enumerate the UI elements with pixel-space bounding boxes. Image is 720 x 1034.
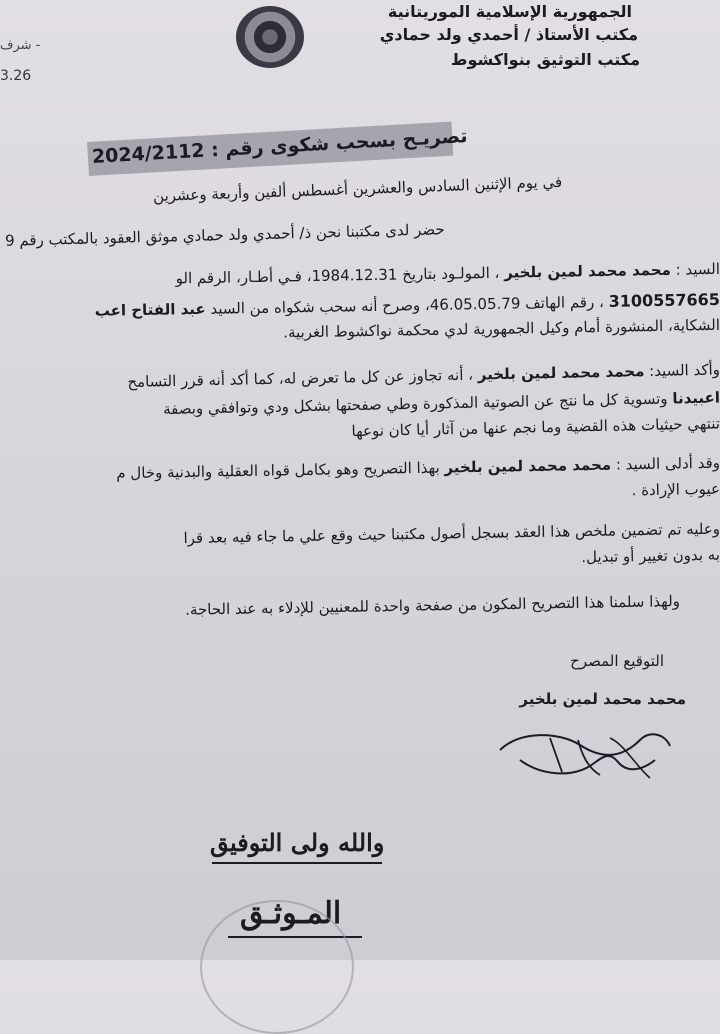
p3-name: محمد محمد لمين بلخير <box>444 455 612 477</box>
p2-line3: تنتهي حيثيات هذه القضية وما نجم عنها من آثار أيا كان نوعها <box>351 414 720 441</box>
p1-line1 <box>20 260 720 290</box>
p3-rest: بهذا التصريح وهو بكامل قواه العقلية والبدنية وخال م <box>116 458 440 483</box>
p2-line2-rest: وتسوية كل ما نتج عن الصوتية المذكورة وطي صفحتها بشكل ودي وتوافقي وبصفة <box>162 389 668 419</box>
p4-line1: وعليه تم تضمين ملخص هذا العقد بسجل أصول مكتبنا حيث وقع علي ما جاء فيه بعد قرا <box>183 519 720 548</box>
p2-label: وأكد السيد: <box>648 360 720 380</box>
notary-stamp-icon <box>200 900 354 1034</box>
p1-label: السيد : <box>675 259 720 279</box>
header-left-number: 3.26 <box>0 68 32 84</box>
p1-line3: الشكاية، المنشورة أمام وكيل الجمهورية لدي محكمة نواكشوط الغربية. <box>283 315 720 342</box>
p3-line2: عيوب الإرادة . <box>631 479 720 500</box>
p5-line1: ولهذا سلمنا هذا التصريح المكون من صفحة واحدة للمعنيين للإدلاء به عند الحاجة. <box>184 592 681 619</box>
handwritten-signature <box>490 720 680 790</box>
p1-line2-name: عبد الفتاح اعب <box>94 299 206 320</box>
header-office: مكتب الأستاذ / أحمدي ولد حمادي <box>379 25 638 44</box>
presence-line: حضر لدى مكتبنا نحن ذ/ أحمدي ولد حمادي موثق العقود بالمكتب رقم 9 <box>5 220 446 250</box>
date-line: في يوم الإثنين السادس والعشرين أغسطس ألفين وأربعة وعشرين <box>152 172 563 206</box>
document-title: تصريـح بسحب شكوى رقم : 2024/2112 <box>91 125 469 168</box>
signature-name: محمد محمد لمين بلخير <box>519 690 686 708</box>
p4-line2: به بدون تغيير أو تبديل. <box>581 545 720 567</box>
p1-rest: ، المولـود بتاريخ 1984.12.31، فـي أطـار، الرقم الو <box>175 263 500 288</box>
p3-line1 <box>0 454 720 485</box>
header-notary-office: مكتب التوثيق بنواكشوط <box>450 50 640 69</box>
p1-line2 <box>20 290 720 321</box>
header-left-fragment: شرف - <box>0 38 41 53</box>
closing-phrase: والله ولى التوفيق <box>210 828 385 857</box>
p2-name: محمد محمد لمين بلخير <box>477 362 645 384</box>
p1-name: محمد محمد لمين بلخير <box>504 260 671 282</box>
closing-underline <box>212 862 382 864</box>
p1-line2-rest: ، رقم الهاتف 46.05.05.79، وصرح أنه سحب شكواه من السيد <box>210 292 605 318</box>
p2-rest: ، أنه تجاوز عن كل ما تعرض له، كما أكد أنه قرر التسامح <box>127 365 474 391</box>
notary-title: المـوثـق <box>240 896 342 931</box>
seal-emblem-icon <box>236 6 304 68</box>
p1-id-number: 3100557665 <box>608 289 720 311</box>
p2-line1 <box>5 361 720 394</box>
p2-line2-name: اعبيدنا <box>672 388 720 408</box>
signature-label: التوقيع المصرح <box>570 652 664 670</box>
p3-label: وقد أدلى السيد : <box>615 453 720 474</box>
header-country: الجمهورية الإسلامية الموريتانية <box>387 2 632 21</box>
